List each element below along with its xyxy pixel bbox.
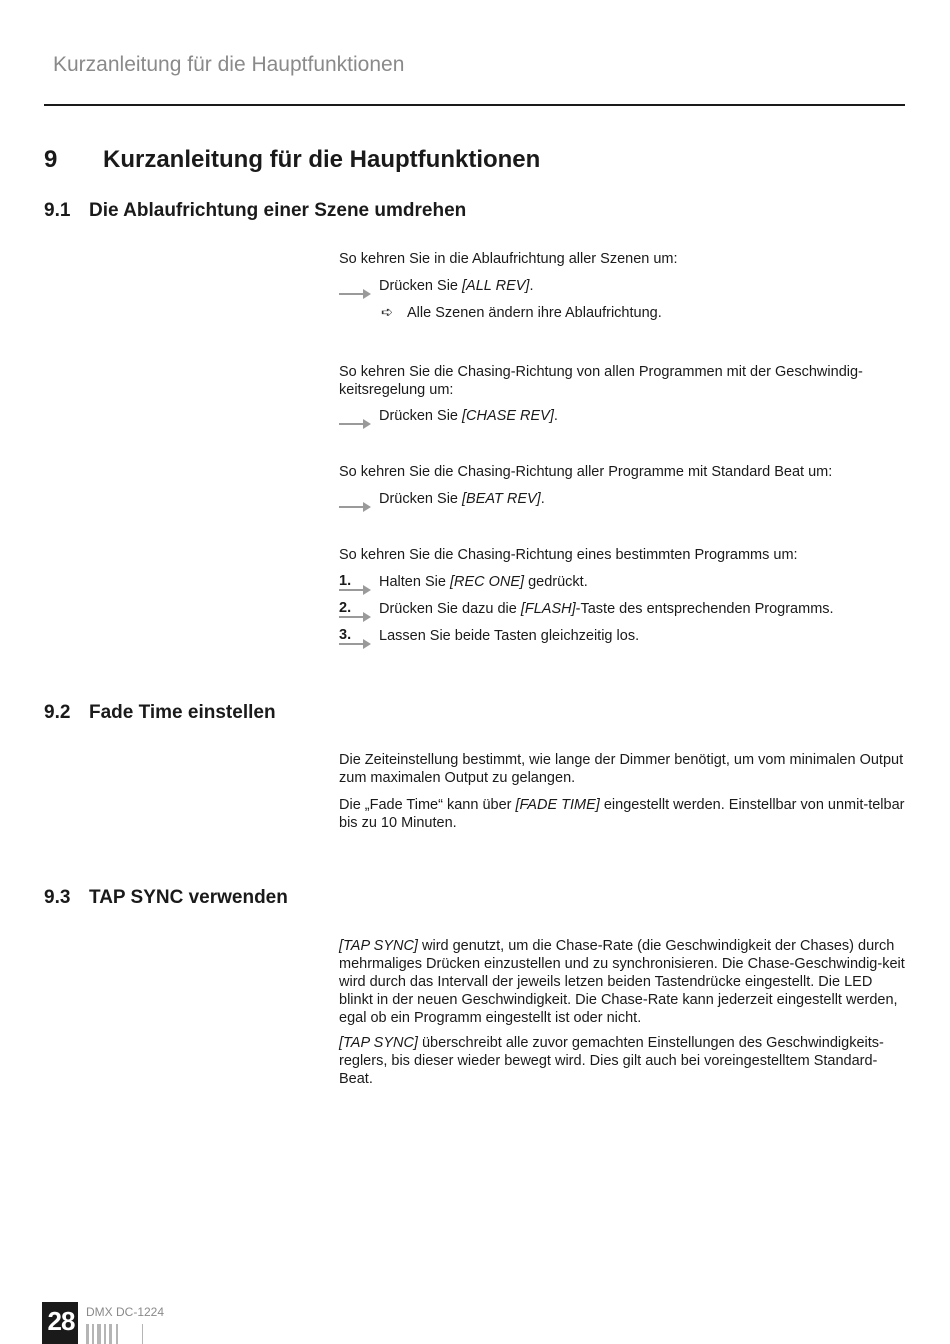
key-label: [CHASE REV]	[462, 408, 554, 424]
paragraph: Die Zeiteinstellung bestimmt, wie lange der Dimmer benötigt, um vom minimalen Output zum maximalen Output zu gelangen.	[339, 752, 904, 786]
key-label: [BEAT REV]	[462, 491, 541, 507]
chapter-title: Kurzanleitung für die Hauptfunktionen	[103, 146, 541, 173]
section-intro: So kehren Sie die Chasing-Richtung von allen Programmen mit der Geschwindig-keitsregelung um:	[339, 364, 863, 398]
key-label: [ALL REV]	[462, 278, 530, 294]
step-arrow-icon	[339, 407, 373, 427]
paragraph: Die „Fade Time“ kann über [FADE TIME] eingestellt werden. Einstellbar von unmit-telbar bis zu 10 Minuten.	[339, 797, 905, 831]
step-arrow-icon: 1.	[339, 573, 373, 593]
step-text: Drücken Sie dazu die [FLASH]-Taste des entsprechenden Programms.	[379, 601, 834, 617]
step-arrow-icon	[339, 490, 373, 510]
key-label: [FLASH]	[520, 601, 576, 617]
section-heading-9-1	[44, 200, 466, 222]
instruction-step	[339, 490, 899, 512]
model-name: DMX DC-1224	[86, 1305, 165, 1319]
section-title: TAP SYNC verwenden	[89, 887, 288, 908]
step-arrow-icon	[339, 277, 373, 297]
step-text: Drücken Sie [CHASE REV].	[379, 408, 558, 424]
header-rule	[44, 104, 905, 106]
running-header: Kurzanleitung für die Hauptfunktionen	[53, 53, 405, 76]
section-intro: So kehren Sie die Chasing-Richtung eines bestimmten Programms um:	[339, 547, 798, 563]
section-intro: So kehren Sie die Chasing-Richtung aller Programme mit Standard Beat um:	[339, 464, 833, 480]
paragraph: [TAP SYNC] wird genutzt, um die Chase-Rate (die Geschwindigkeit der Chases) durch mehrmaliges Drücken einzustellen und zu synchronisieren. Die Chase-Geschwindig-keit wird durch das Intervall der jeweils letzen beiden Tastendrücke eingestellt. Die LED blinkt in der neuen Geschwindigkeit. Die Chase-Rate kann jederzeit eingestellt werden, egal ob ein Programm eingestellt ist oder nicht.	[339, 938, 905, 1026]
instruction-step	[339, 407, 899, 429]
numbered-step	[339, 600, 899, 622]
key-label: [REC ONE]	[449, 574, 525, 590]
chapter-number: 9	[44, 146, 58, 173]
section-number: 9.2	[44, 702, 71, 723]
barcode-decoration	[86, 1324, 146, 1344]
chapter-heading	[44, 146, 540, 174]
key-label: [FADE TIME]	[515, 797, 600, 813]
section-number: 9.3	[44, 887, 71, 908]
section-title: Die Ablaufrichtung einer Szene umdrehen	[89, 200, 467, 221]
page-number: 28	[47, 1306, 75, 1336]
step-arrow-icon: 3.	[339, 627, 373, 647]
step-text: Lassen Sie beide Tasten gleichzeitig los.	[379, 628, 640, 644]
key-label: [TAP SYNC]	[339, 938, 418, 954]
result-text: Alle Szenen ändern ihre Ablaufrichtung.	[407, 305, 662, 321]
numbered-step	[339, 627, 899, 649]
section-title: Fade Time einstellen	[89, 702, 276, 723]
paragraph: [TAP SYNC] überschreibt alle zuvor gemachten Einstellungen des Geschwindigkeits-reglers, bis dieser wieder bewegt wird. Dies gilt auch bei voreingestelltem Standard-Beat.	[339, 1035, 884, 1087]
section-heading-9-2	[44, 702, 276, 724]
step-text: Halten Sie [REC ONE] gedrückt.	[379, 574, 588, 590]
key-label: [TAP SYNC]	[339, 1035, 418, 1051]
result-arrow-icon: ➪	[381, 305, 394, 321]
section-heading-9-3	[44, 887, 288, 909]
numbered-step	[339, 573, 899, 595]
section-number: 9.1	[44, 200, 71, 221]
step-text: Drücken Sie [ALL REV].	[379, 278, 534, 294]
section-intro: So kehren Sie in die Ablaufrichtung aller Szenen um:	[339, 251, 678, 267]
instruction-step	[339, 277, 899, 299]
result-line	[381, 304, 662, 322]
step-arrow-icon: 2.	[339, 600, 373, 620]
step-text: Drücken Sie [BEAT REV].	[379, 491, 545, 507]
